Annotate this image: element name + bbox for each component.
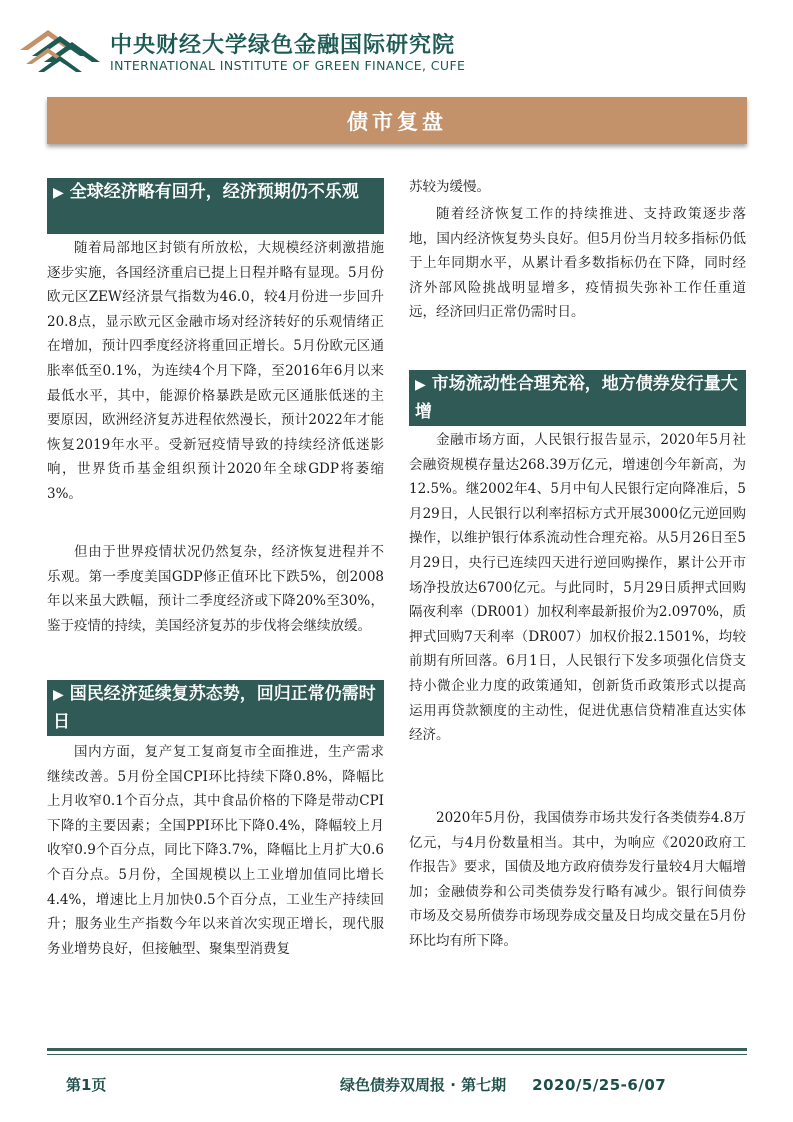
publication-date-range: 2020/5/25-6/07 [532,1076,667,1094]
section-banner [47,97,747,144]
paragraph-domestic-2: 随着经济恢复工作的持续推进、支持政策逐步落地，国内经济恢复势头良好。但5月份当月较多指标仍低于上年同期水平，从累计看多数指标仍在下降，同时经济外部风险挑战明显增多，疫情损失弥补工作任重道远，经济回归正常仍需时日。 [409,206,746,321]
footer-divider [47,1048,747,1051]
page-header [18,22,778,82]
paragraph-market-1: 金融市场方面，人民银行报告显示，2020年5月社会融资规模存量达268.39万亿元，增速创今年新高，为12.5%。继2002年4、5月中旬人民银行定向降准后，5月29日，人民银行以利率招标方式开展3000亿元逆回购操作，以维护银行体系流动性合理充裕。从5月26日至5月29日，央行已连续四天进行逆回购操作，累计公开市场净投放达6700亿元。与此同时，5月29日质押式回购隔夜利率（DR001）加权利率最新报价为2.0970%，质押式回购7天利率（DR007）加权价报2.1501%，均较前期有所回落。6月1日，人民银行下发多项强化信贷支持小微企业力度的政策通知，创新货币政策形式以提高运用再贷款额度的主动性，促进优惠信贷精准直达实体经济。 [409,432,746,744]
triangle-bullet-icon: ▶ [415,377,426,393]
paragraph-domestic-1-cont: 苏较为缓慢。 [409,179,490,195]
section-heading-market-liquidity: ▶ 市场流动性合理充裕，地方债券发行量大增 [409,370,746,426]
paragraph-market-2: 2020年5月份，我国债券市场共发行各类债券4.8万亿元，与4月份数量相当。其中，为响应《2020政府工作报告》要求，国债及地方政府债券发行量较4月大幅增加；金融债券和公司类债券发行略有减少。银行间债券市场及交易所债券市场现券成交量及日均成交量在5月份环比均有所下降。 [409,810,746,949]
section-heading-global-economy: ▶ 全球经济略有回升，经济预期仍不乐观 [47,178,384,234]
paragraph-global-2: 但由于世界疫情状况仍然复杂，经济恢复进程并不乐观。第一季度美国GDP修正值环比下跌5%，创2008年以来虽大跌幅，预计二季度经济或下降20%至30%，鉴于疫情的持续，美国经济复苏的步伐将会继续放缓。 [47,544,384,634]
org-name-cn: 中央财经大学绿色金融国际研究院 [110,33,456,58]
publication-name: 绿色债券双周报 · 第七期 [340,1076,507,1094]
paragraph-global-1: 随着局部地区封锁有所放松，大规模经济刺激措施逐步实施，各国经济重启已提上日程并略有显现。5月份欧元区ZEW经济景气指数为46.0，较4月份进一步回升20.8点，显示欧元区金融市场对经济转好的乐观情绪正在增加，预计四季度经济将重回正增长。5月份欧元区通胀率低至0.1%，为连续4个月下降，至2016年6月以来最低水平，其中，能源价格暴跌是欧元区通胀低迷的主要原因，欧洲经济复苏进程依然漫长，预计2022年才能恢复2019年水平。受新冠疫情导致的持续经济低迷影响，世界货币基金组织预计2020年全球GDP将萎缩3%。 [47,240,384,502]
page-number: 第1页 [66,1076,107,1094]
paragraph-domestic-1: 国内方面，复产复工复商复市全面推进，生产需求继续改善。5月份全国CPI环比持续下降0.8%，降幅比上月收窄0.1个百分点，其中食品价格的下降是带动CPI下降的主要因素；全国PPI环比下降0.4%，降幅较上月收窄0.9个百分点，同比下降3.7%，降幅比上月扩大0.6个百分点。5月份，全国规模以上工业增加值同比增长4.4%，增速比上月加快0.5个百分点，工业生产持续回升；服务业生产指数今年以来首次实现正增长，现代服务业增势良好，但接触型、聚集型消费复 [47,744,384,957]
triangle-bullet-icon: ▶ [53,687,64,703]
footer-publication [340,1074,666,1095]
chevron-stack-logo-icon [18,24,102,76]
footer-divider-thin [47,1054,747,1055]
triangle-bullet-icon: ▶ [53,185,64,201]
section-heading-domestic-economy: ▶ 国民经济延续复苏态势，回归正常仍需时日 [47,680,384,736]
org-name-en: INTERNATIONAL INSTITUTE OF GREEN FINANCE, CUFE [110,58,466,73]
banner-title: 债市复盘 [347,109,447,134]
